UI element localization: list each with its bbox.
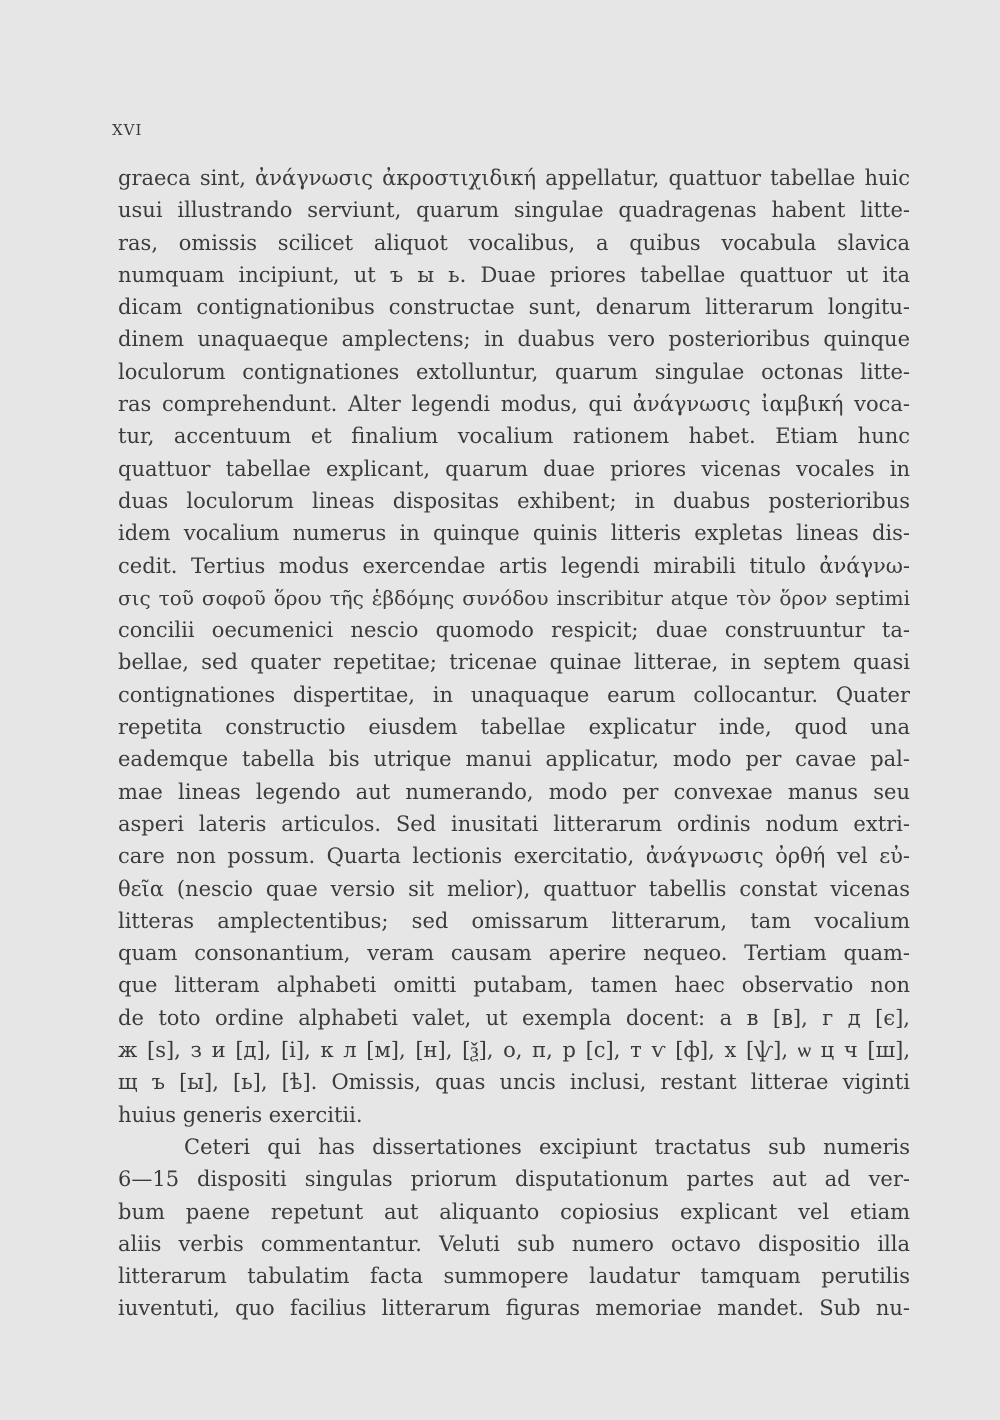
text-line: asperi lateris articulos. Sed inusitati litterarum ordinis nodum extri- bbox=[118, 811, 910, 836]
text-line: quam consonantium, veram causam aperire nequeo. Tertiam quam- bbox=[118, 941, 910, 966]
text-line: litterarum tabulatim facta summopere laudatur tamquam perutilis bbox=[118, 1264, 910, 1289]
text-line: bellae, sed quater repetitae; tricenae quinae litterae, in septem quasi bbox=[118, 650, 910, 675]
paragraph-2 bbox=[118, 1131, 910, 1325]
page-number: XVI bbox=[112, 121, 143, 139]
text-line: duas loculorum lineas dispositas exhibent; in duabus posterioribus bbox=[118, 488, 910, 513]
text-line: ras comprehendunt. Alter legendi modus, qui ἀνάγνωσις ἰαμβική voca- bbox=[118, 392, 910, 417]
text-line: de toto ordine alphabeti valet, ut exempla docent: а в [в], г д [є], bbox=[118, 1005, 910, 1030]
text-line: concilii oecumenici nescio quomodo respicit; duae construuntur ta- bbox=[118, 618, 910, 643]
text-line: huius generis exercitii. bbox=[118, 1102, 363, 1127]
text-line: numquam incipiunt, ut ъ ы ь. Duae priores tabellae quattuor ut ita bbox=[118, 262, 910, 287]
text-line: eademque tabella bis utrique manui applicatur, modo per cavae pal- bbox=[118, 747, 910, 772]
text-line: 6—15 dispositi singulas priorum disputationum partes aut ad ver- bbox=[118, 1167, 910, 1192]
text-line: tur, accentuum et finalium vocalium rationem habet. Etiam hunc bbox=[118, 424, 910, 449]
text-line: bum paene repetunt aut aliquanto copiosius explicant vel etiam bbox=[118, 1199, 910, 1224]
text-line: litteras amplectentibus; sed omissarum litterarum, tam vocalium bbox=[118, 908, 910, 933]
text-line: que litteram alphabeti omitti putabam, tamen haec observatio non bbox=[118, 973, 910, 998]
text-line: iuventuti, quo facilius litterarum figuras memoriae mandet. Sub nu- bbox=[118, 1296, 910, 1321]
text-line: Ceteri qui has dissertationes excipiunt tractatus sub numeris bbox=[184, 1134, 910, 1159]
text-line: cedit. Tertius modus exercendae artis legendi mirabili titulo ἀνάγνω- bbox=[118, 553, 910, 578]
text-line: θεῖα (nescio quae versio sit melior), quattuor tabellis constat vicenas bbox=[118, 876, 910, 901]
text-line: repetita constructio eiusdem tabellae explicatur inde, quod una bbox=[118, 715, 910, 740]
body-text bbox=[118, 162, 910, 1325]
text-line: dicam contignationibus constructae sunt, denarum litterarum longitu- bbox=[118, 295, 910, 320]
text-line: contignationes dispertitae, in unaquaque earum collocantur. Quater bbox=[118, 682, 910, 707]
text-line: graeca sint, ἀνάγνωσις ἀκροστιχιδική appellatur, quattuor tabellae huic bbox=[118, 166, 910, 190]
text-line: ras, omissis scilicet aliquot vocalibus, a quibus vocabula slavica bbox=[118, 230, 910, 255]
text-line: σις τοῦ σοφοῦ ὅρου τῆς ἑβδόμης συνόδου inscribitur atque τὸν ὅρον septimi bbox=[118, 585, 910, 610]
text-line: loculorum contignationes extolluntur, quarum singulae octonas litte- bbox=[118, 359, 910, 384]
paragraph-1 bbox=[118, 162, 910, 1131]
text-line: quattuor tabellae explicant, quarum duae priores vicenas vocales in bbox=[118, 456, 910, 481]
text-line: idem vocalium numerus in quinque quinis litteris expletas lineas dis- bbox=[118, 521, 910, 546]
text-line: dinem unaquaeque amplectens; in duabus vero posterioribus quinque bbox=[118, 327, 910, 352]
text-line: usui illustrando serviunt, quarum singulae quadragenas habent litte- bbox=[118, 198, 910, 223]
text-line: щ ъ [ы], [ь], [ѣ]. Omissis, quas uncis inclusi, restant litterae viginti bbox=[118, 1070, 910, 1095]
text-line: ж [ѕ], з и [д], [і], к л [м], [н], [ѯ], о, п, р [с], т ѵ [ф], х [ѱ], ѡ ц ч [ш], bbox=[118, 1038, 910, 1063]
text-line: mae lineas legendo aut numerando, modo per convexae manus seu bbox=[118, 779, 910, 804]
text-line: aliis verbis commentantur. Veluti sub numero octavo dispositio illa bbox=[118, 1231, 910, 1256]
text-line: care non possum. Quarta lectionis exercitatio, ἀνάγνωσις ὀρθή vel εὐ- bbox=[118, 844, 910, 869]
